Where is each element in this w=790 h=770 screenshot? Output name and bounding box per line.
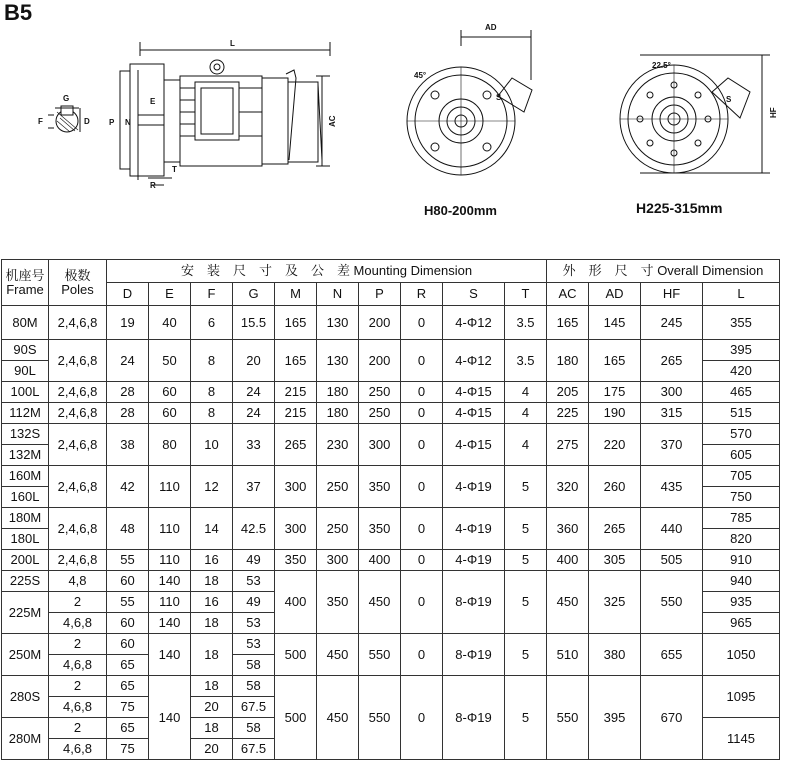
cell-HF: 505 [641, 550, 703, 571]
cell-frame: 90S [2, 340, 49, 361]
cell-P: 200 [359, 340, 401, 382]
cell-S: 4-Φ15 [443, 382, 505, 403]
cell-R: 0 [401, 306, 443, 340]
cell-T: 4 [505, 403, 547, 424]
table-row [2, 340, 780, 361]
cell-AD: 165 [589, 340, 641, 382]
cell-E: 110 [149, 550, 191, 571]
cell-poles: 2 [49, 592, 107, 613]
side-view-drawing [120, 42, 330, 185]
cell-AC: 400 [547, 550, 589, 571]
cell-T: 3.5 [505, 340, 547, 382]
cell-E: 50 [149, 340, 191, 382]
cell-AC: 450 [547, 571, 589, 634]
cell-AD: 260 [589, 466, 641, 508]
cell-L: 1145 [703, 718, 780, 760]
cell-T: 4 [505, 424, 547, 466]
shaft-section-drawing [48, 106, 80, 132]
cell-poles: 2 [49, 676, 107, 697]
cell-AD: 305 [589, 550, 641, 571]
cell-R: 0 [401, 571, 443, 634]
cell-F: 20 [191, 739, 233, 760]
cell-N: 180 [317, 403, 359, 424]
cell-F: 18 [191, 613, 233, 634]
cell-N: 250 [317, 508, 359, 550]
cell-F: 16 [191, 592, 233, 613]
cell-frame: 200L [2, 550, 49, 571]
cell-P: 550 [359, 676, 401, 760]
cell-T: 5 [505, 634, 547, 676]
col-AD: AD [589, 283, 641, 306]
col-HF: HF [641, 283, 703, 306]
front-view-small-drawing [407, 30, 532, 175]
cell-S: 8-Φ19 [443, 571, 505, 634]
cell-N: 230 [317, 424, 359, 466]
cell-R: 0 [401, 382, 443, 403]
cell-E: 80 [149, 424, 191, 466]
cell-E: 140 [149, 676, 191, 760]
cell-F: 10 [191, 424, 233, 466]
cell-HF: 300 [641, 382, 703, 403]
header-mounting-dimension: 安 装 尺 寸 及 公 差 Mounting Dimension [107, 260, 547, 283]
cell-AD: 325 [589, 571, 641, 634]
cell-E: 140 [149, 571, 191, 592]
label-R: R [150, 181, 156, 190]
cell-frame: 90L [2, 361, 49, 382]
cell-frame: 132S [2, 424, 49, 445]
cell-frame: 280M [2, 718, 49, 760]
cell-G: 49 [233, 550, 275, 571]
cell-D: 75 [107, 739, 149, 760]
cell-HF: 440 [641, 508, 703, 550]
cell-F: 12 [191, 466, 233, 508]
cell-F: 18 [191, 571, 233, 592]
cell-L: 965 [703, 613, 780, 634]
cell-G: 58 [233, 718, 275, 739]
cell-P: 200 [359, 306, 401, 340]
label-P: P [109, 118, 115, 127]
cell-T: 4 [505, 382, 547, 403]
cell-M: 215 [275, 382, 317, 403]
cell-T: 5 [505, 466, 547, 508]
label-T: T [172, 165, 177, 174]
cell-L: 750 [703, 487, 780, 508]
label-N: N [125, 118, 131, 127]
cell-G: 15.5 [233, 306, 275, 340]
cell-R: 0 [401, 340, 443, 382]
cell-frame: 180M [2, 508, 49, 529]
col-R: R [401, 283, 443, 306]
label-D: D [84, 117, 90, 126]
cell-AC: 180 [547, 340, 589, 382]
cell-F: 16 [191, 550, 233, 571]
cell-frame: 112M [2, 403, 49, 424]
label-L: L [230, 39, 235, 48]
cell-S: 4-Φ12 [443, 340, 505, 382]
cell-L: 910 [703, 550, 780, 571]
cell-L: 940 [703, 571, 780, 592]
cell-AC: 205 [547, 382, 589, 403]
cell-L: 355 [703, 306, 780, 340]
cell-L: 785 [703, 508, 780, 529]
cell-D: 65 [107, 676, 149, 697]
cell-AD: 380 [589, 634, 641, 676]
cell-G: 58 [233, 676, 275, 697]
cell-D: 65 [107, 655, 149, 676]
cell-R: 0 [401, 466, 443, 508]
cell-AC: 165 [547, 306, 589, 340]
cell-G: 37 [233, 466, 275, 508]
cell-G: 53 [233, 571, 275, 592]
cell-N: 130 [317, 340, 359, 382]
cell-AC: 510 [547, 634, 589, 676]
cell-frame: 160L [2, 487, 49, 508]
cell-R: 0 [401, 676, 443, 760]
cell-poles: 4,6,8 [49, 655, 107, 676]
label-AD: AD [485, 23, 497, 32]
label-AC: AC [328, 115, 337, 127]
cell-P: 450 [359, 571, 401, 634]
cell-HF: 265 [641, 340, 703, 382]
table-row [2, 424, 780, 445]
cell-AC: 320 [547, 466, 589, 508]
col-D: D [107, 283, 149, 306]
cell-E: 140 [149, 613, 191, 634]
cell-E: 110 [149, 592, 191, 613]
cell-L: 605 [703, 445, 780, 466]
header-row-2 [2, 283, 780, 306]
table-row [2, 508, 780, 529]
cell-HF: 435 [641, 466, 703, 508]
cell-M: 350 [275, 550, 317, 571]
col-N: N [317, 283, 359, 306]
cell-frame: 160M [2, 466, 49, 487]
table-row [2, 550, 780, 571]
label-S: S [496, 93, 502, 102]
table-row [2, 403, 780, 424]
cell-D: 28 [107, 403, 149, 424]
cell-L: 1095 [703, 676, 780, 718]
cell-G: 53 [233, 634, 275, 655]
cell-poles: 2,4,6,8 [49, 306, 107, 340]
cell-N: 250 [317, 466, 359, 508]
cell-P: 350 [359, 508, 401, 550]
header-poles: 极数 Poles [49, 260, 107, 306]
cell-S: 4-Φ15 [443, 424, 505, 466]
cell-E: 40 [149, 306, 191, 340]
header-row-1 [2, 260, 780, 283]
cell-T: 5 [505, 571, 547, 634]
cell-L: 570 [703, 424, 780, 445]
cell-F: 8 [191, 403, 233, 424]
caption-small-frame: H80-200mm [424, 203, 497, 218]
cell-F: 8 [191, 382, 233, 403]
cell-poles: 2 [49, 718, 107, 739]
cell-HF: 655 [641, 634, 703, 676]
cell-frame: 132M [2, 445, 49, 466]
cell-P: 300 [359, 424, 401, 466]
cell-S: 8-Φ19 [443, 676, 505, 760]
cell-N: 450 [317, 676, 359, 760]
table-row [2, 676, 780, 697]
cell-E: 110 [149, 508, 191, 550]
cell-AC: 360 [547, 508, 589, 550]
cell-G: 58 [233, 655, 275, 676]
cell-D: 19 [107, 306, 149, 340]
motor-drawings [0, 0, 790, 230]
cell-S: 4-Φ19 [443, 466, 505, 508]
cell-M: 300 [275, 466, 317, 508]
cell-D: 38 [107, 424, 149, 466]
cell-R: 0 [401, 424, 443, 466]
cell-G: 33 [233, 424, 275, 466]
cell-F: 20 [191, 697, 233, 718]
cell-frame: 80M [2, 306, 49, 340]
label-angle-45: 45° [414, 71, 427, 80]
cell-F: 14 [191, 508, 233, 550]
cell-frame: 250M [2, 634, 49, 676]
col-P: P [359, 283, 401, 306]
cell-R: 0 [401, 550, 443, 571]
col-G: G [233, 283, 275, 306]
cell-HF: 315 [641, 403, 703, 424]
cell-L: 705 [703, 466, 780, 487]
cell-T: 5 [505, 508, 547, 550]
cell-F: 18 [191, 634, 233, 676]
cell-M: 215 [275, 403, 317, 424]
cell-R: 0 [401, 508, 443, 550]
cell-poles: 2,4,6,8 [49, 403, 107, 424]
cell-AD: 265 [589, 508, 641, 550]
cell-S: 8-Φ19 [443, 634, 505, 676]
cell-HF: 370 [641, 424, 703, 466]
cell-P: 250 [359, 403, 401, 424]
cell-N: 450 [317, 634, 359, 676]
cell-D: 48 [107, 508, 149, 550]
cell-frame: 280S [2, 676, 49, 718]
cell-L: 935 [703, 592, 780, 613]
cell-poles: 2,4,6,8 [49, 340, 107, 382]
cell-AC: 275 [547, 424, 589, 466]
cell-M: 265 [275, 424, 317, 466]
cell-P: 550 [359, 634, 401, 676]
cell-F: 8 [191, 340, 233, 382]
cell-poles: 2 [49, 634, 107, 655]
cell-L: 420 [703, 361, 780, 382]
cell-AC: 225 [547, 403, 589, 424]
table-row [2, 571, 780, 592]
cell-L: 465 [703, 382, 780, 403]
cell-E: 60 [149, 403, 191, 424]
cell-AD: 395 [589, 676, 641, 760]
cell-D: 55 [107, 592, 149, 613]
cell-G: 24 [233, 403, 275, 424]
cell-AD: 220 [589, 424, 641, 466]
front-view-large-drawing [620, 55, 770, 173]
cell-AD: 175 [589, 382, 641, 403]
label-F: F [38, 117, 43, 126]
cell-L: 1050 [703, 634, 780, 676]
cell-S: 4-Φ12 [443, 306, 505, 340]
table-row [2, 466, 780, 487]
cell-M: 500 [275, 676, 317, 760]
cell-R: 0 [401, 403, 443, 424]
cell-F: 6 [191, 306, 233, 340]
cell-G: 53 [233, 613, 275, 634]
page-title: B5 [4, 0, 33, 25]
cell-G: 42.5 [233, 508, 275, 550]
cell-poles: 2,4,6,8 [49, 382, 107, 403]
cell-G: 49 [233, 592, 275, 613]
header-overall-dimension: 外 形 尺 寸 Overall Dimension [547, 260, 780, 283]
cell-F: 18 [191, 676, 233, 697]
caption-large-frame: H225-315mm [636, 200, 723, 216]
label-E: E [150, 97, 156, 106]
cell-D: 28 [107, 382, 149, 403]
col-E: E [149, 283, 191, 306]
cell-frame: 225M [2, 592, 49, 634]
cell-P: 350 [359, 466, 401, 508]
cell-G: 20 [233, 340, 275, 382]
cell-AC: 550 [547, 676, 589, 760]
cell-M: 165 [275, 306, 317, 340]
cell-frame: 100L [2, 382, 49, 403]
cell-L: 820 [703, 529, 780, 550]
cell-HF: 670 [641, 676, 703, 760]
cell-L: 515 [703, 403, 780, 424]
label-angle-22: 22.5° [652, 61, 671, 70]
cell-P: 250 [359, 382, 401, 403]
cell-poles: 4,8 [49, 571, 107, 592]
cell-G: 67.5 [233, 739, 275, 760]
cell-D: 75 [107, 697, 149, 718]
cell-AD: 190 [589, 403, 641, 424]
col-S: S [443, 283, 505, 306]
cell-M: 500 [275, 634, 317, 676]
cell-poles: 2,4,6,8 [49, 466, 107, 508]
col-T: T [505, 283, 547, 306]
col-F: F [191, 283, 233, 306]
cell-G: 67.5 [233, 697, 275, 718]
col-M: M [275, 283, 317, 306]
cell-poles: 4,6,8 [49, 697, 107, 718]
cell-T: 3.5 [505, 306, 547, 340]
cell-T: 5 [505, 550, 547, 571]
cell-T: 5 [505, 676, 547, 760]
cell-N: 180 [317, 382, 359, 403]
cell-D: 65 [107, 718, 149, 739]
cell-N: 350 [317, 571, 359, 634]
col-L: L [703, 283, 780, 306]
cell-AD: 145 [589, 306, 641, 340]
cell-R: 0 [401, 634, 443, 676]
cell-D: 55 [107, 550, 149, 571]
cell-poles: 4,6,8 [49, 739, 107, 760]
cell-poles: 4,6,8 [49, 613, 107, 634]
dimension-table [1, 259, 780, 760]
cell-N: 300 [317, 550, 359, 571]
col-AC: AC [547, 283, 589, 306]
cell-D: 60 [107, 571, 149, 592]
table-row [2, 634, 780, 655]
header-frame: 机座号 Frame [2, 260, 49, 306]
cell-poles: 2,4,6,8 [49, 508, 107, 550]
cell-G: 24 [233, 382, 275, 403]
cell-frame: 180L [2, 529, 49, 550]
cell-S: 4-Φ15 [443, 403, 505, 424]
cell-M: 300 [275, 508, 317, 550]
cell-D: 24 [107, 340, 149, 382]
cell-M: 165 [275, 340, 317, 382]
cell-D: 60 [107, 613, 149, 634]
cell-E: 140 [149, 634, 191, 676]
label-S-large: S [726, 95, 732, 104]
cell-E: 110 [149, 466, 191, 508]
label-HF: HF [769, 107, 778, 118]
cell-frame: 225S [2, 571, 49, 592]
cell-L: 395 [703, 340, 780, 361]
cell-P: 400 [359, 550, 401, 571]
cell-D: 60 [107, 634, 149, 655]
label-G: G [63, 94, 70, 103]
cell-D: 42 [107, 466, 149, 508]
cell-S: 4-Φ19 [443, 508, 505, 550]
cell-HF: 550 [641, 571, 703, 634]
cell-N: 130 [317, 306, 359, 340]
cell-F: 18 [191, 718, 233, 739]
cell-E: 60 [149, 382, 191, 403]
cell-M: 400 [275, 571, 317, 634]
cell-HF: 245 [641, 306, 703, 340]
cell-poles: 2,4,6,8 [49, 424, 107, 466]
table-row [2, 306, 780, 340]
cell-S: 4-Φ19 [443, 550, 505, 571]
table-row [2, 382, 780, 403]
cell-poles: 2,4,6,8 [49, 550, 107, 571]
